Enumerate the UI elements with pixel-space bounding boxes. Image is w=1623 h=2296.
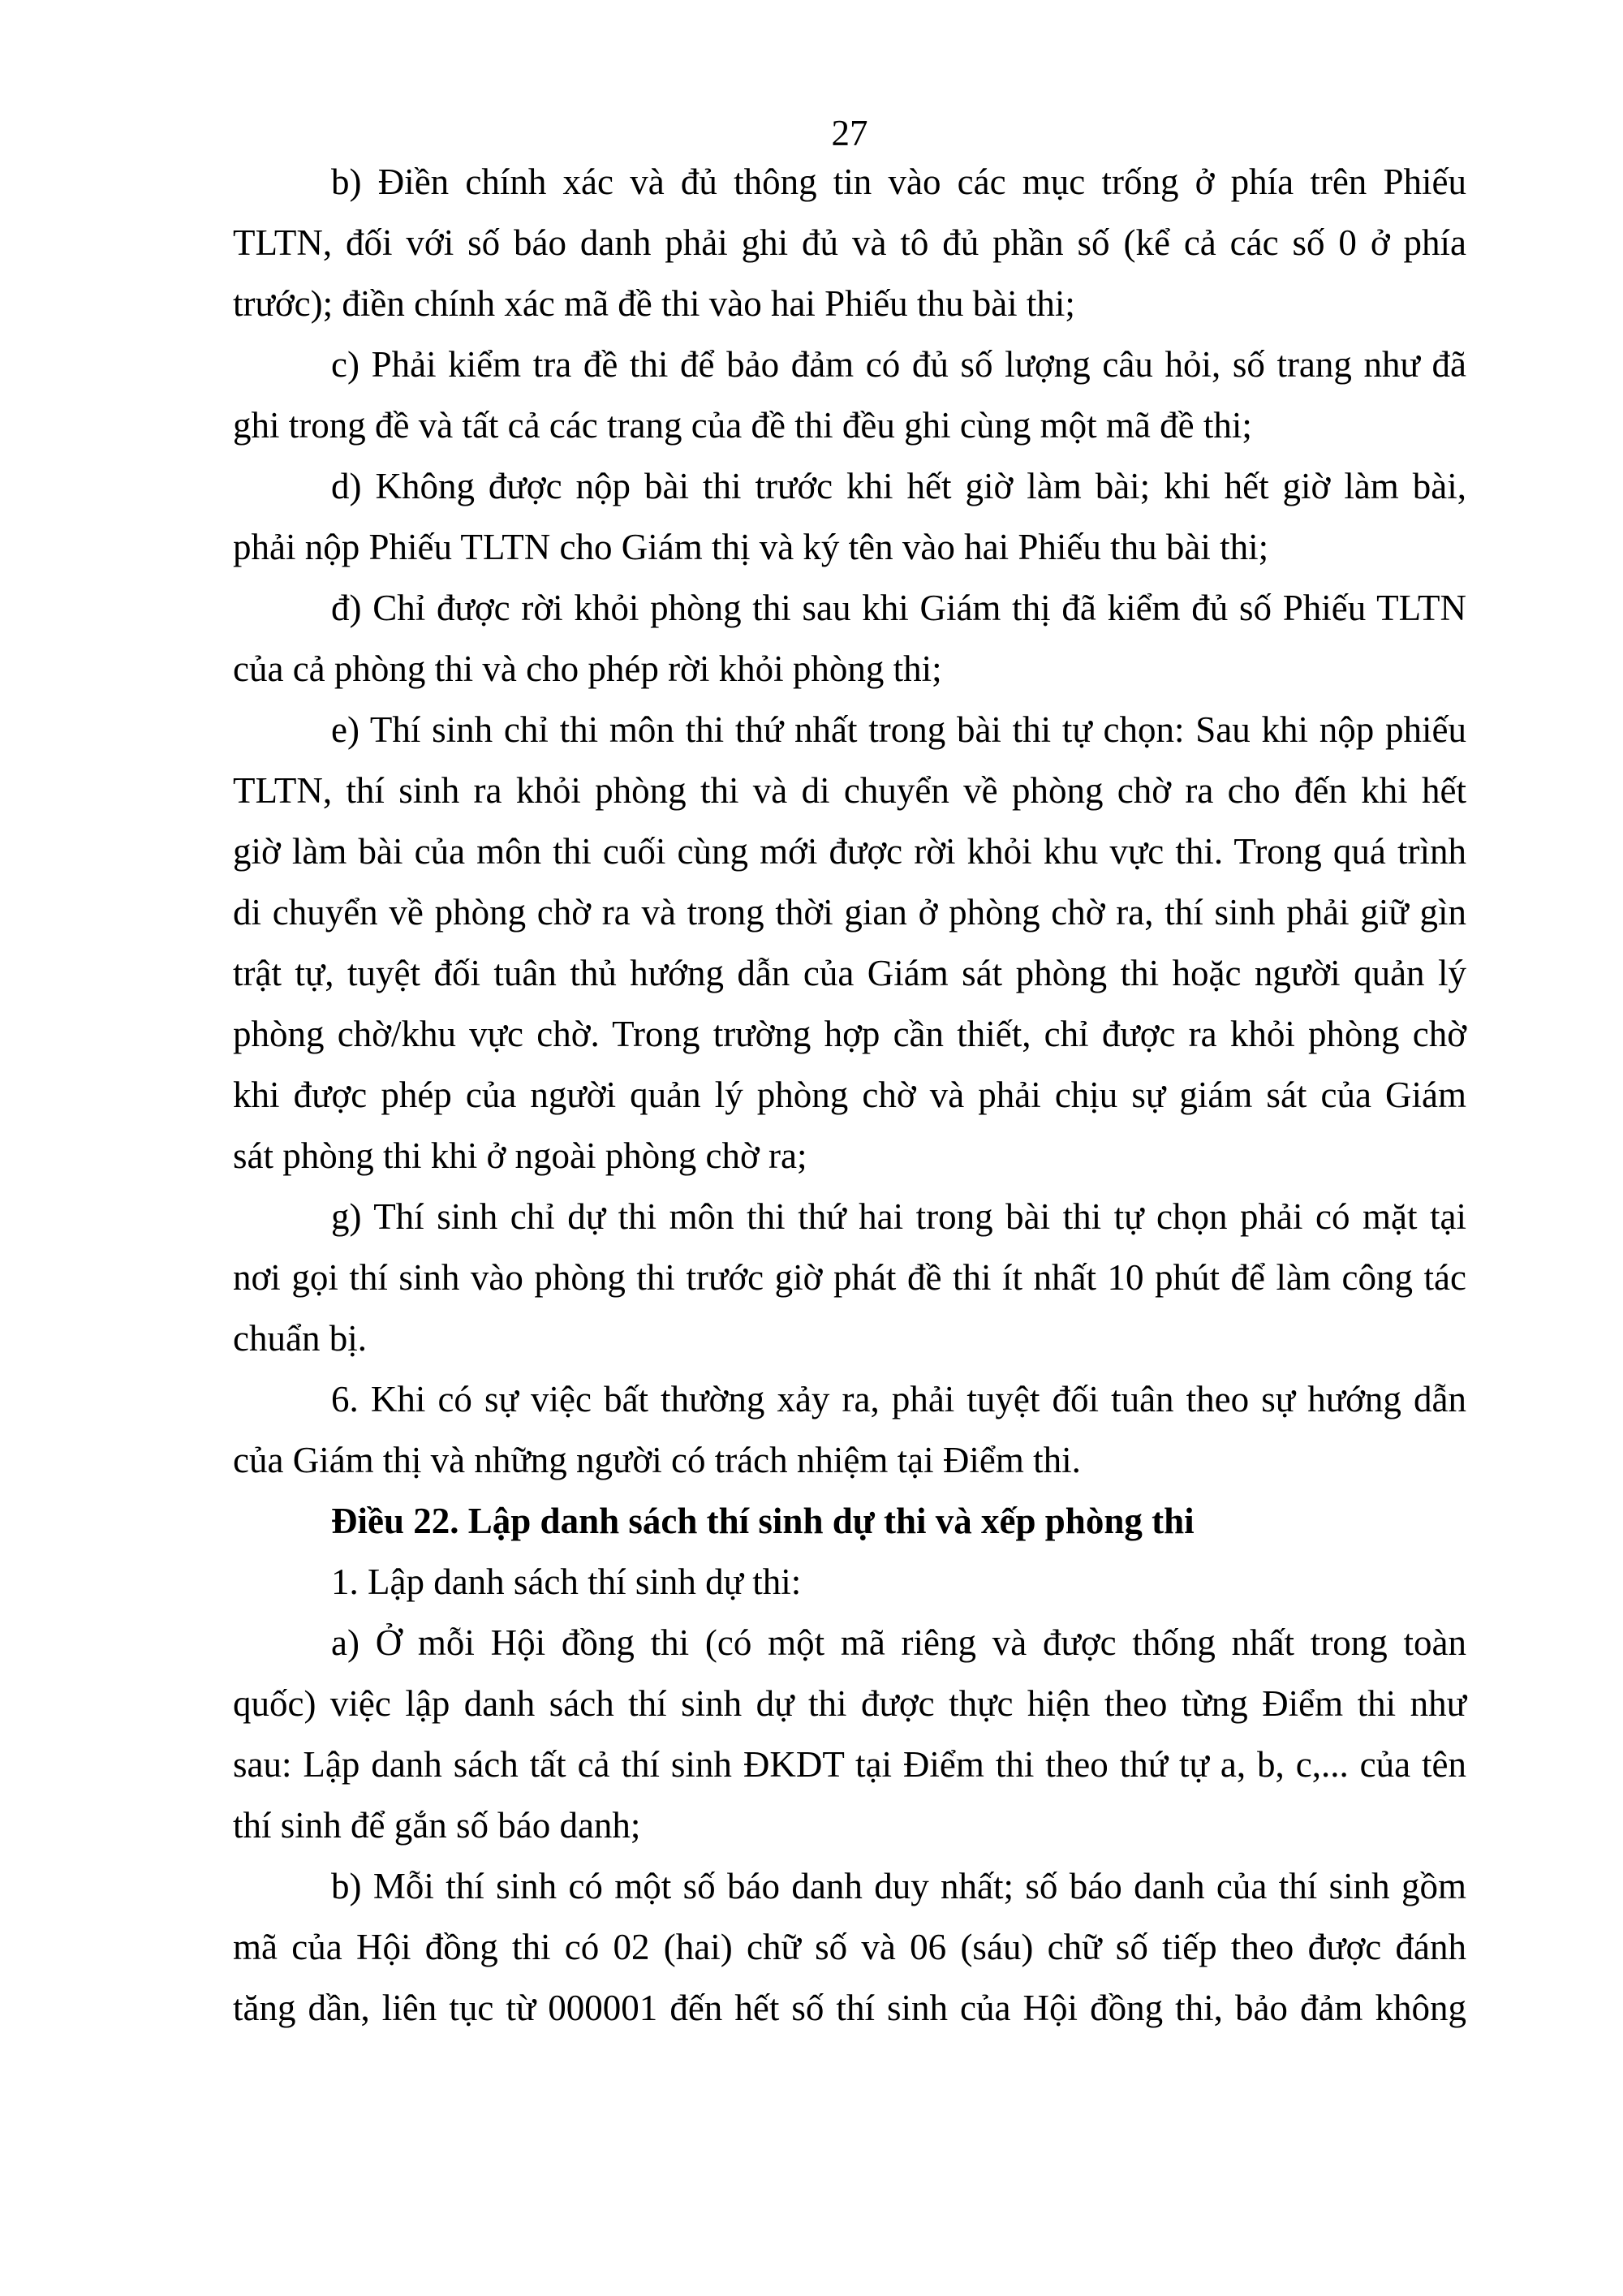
text-line: 6. Khi có sự việc bất thường xảy ra, phải tuyệt đối tuân theo sự hướng dẫn (331, 1379, 1466, 1419)
clause-e-first-subject (233, 700, 1466, 1187)
text-line: giờ làm bài của môn thi cuối cùng mới được rời khỏi khu vực thi. Trong quá trình (233, 831, 1466, 872)
text-line: TLTN, đối với số báo danh phải ghi đủ và tô đủ phần số (kể cả các số 0 ở phía (233, 222, 1466, 263)
text-line: phòng chờ/khu vực chờ. Trong trường hợp cần thiết, chỉ được ra khỏi phòng chờ (233, 1014, 1466, 1054)
text-line: ghi trong đề và tất cả các trang của đề thi đều ghi cùng một mã đề thi; (233, 405, 1252, 446)
clause-b-candidate-number (233, 1856, 1466, 2039)
page-number: 27 (831, 113, 868, 153)
text-line: c) Phải kiểm tra đề thi để bảo đảm có đủ số lượng câu hỏi, số trang như đã (331, 344, 1466, 385)
text-line: tăng dần, liên tục từ 000001 đến hết số thí sinh của Hội đồng thi, bảo đảm không (233, 1988, 1466, 2028)
text-line: b) Mỗi thí sinh có một số báo danh duy nhất; số báo danh của thí sinh gồm (331, 1866, 1466, 1906)
document-body (233, 152, 1466, 2039)
item-1-candidate-list (233, 1552, 1466, 1613)
text-line: g) Thí sinh chỉ dự thi môn thi thứ hai trong bài thi tự chọn phải có mặt tại (331, 1196, 1466, 1237)
clause-d-no-early-submit (233, 456, 1466, 578)
text-line: chuẩn bị. (233, 1318, 367, 1359)
text-line: quốc) việc lập danh sách thí sinh dự thi được thực hiện theo từng Điểm thi như (233, 1683, 1466, 1724)
text-line: phải nộp Phiếu TLTN cho Giám thị và ký tên vào hai Phiếu thu bài thi; (233, 527, 1269, 567)
clause-b-fill-info (233, 152, 1466, 334)
text-line: trật tự, tuyệt đối tuân thủ hướng dẫn của Giám sát phòng thi hoặc người quản lý (233, 953, 1466, 993)
clause-g-second-subject (233, 1187, 1466, 1369)
text-line: trước); điền chính xác mã đề thi vào hai Phiếu thu bài thi; (233, 283, 1075, 324)
clause-a-council-list (233, 1613, 1466, 1856)
text-line: đ) Chỉ được rời khỏi phòng thi sau khi Giám thị đã kiểm đủ số Phiếu TLTN (331, 588, 1466, 628)
item-6-unusual-events (233, 1369, 1466, 1491)
text-line: của Giám thị và những người có trách nhiệm tại Điểm thi. (233, 1440, 1081, 1480)
text-line: thí sinh để gắn số báo danh; (233, 1805, 641, 1846)
text-line: nơi gọi thí sinh vào phòng thi trước giờ phát đề thi ít nhất 10 phút để làm công tác (233, 1257, 1466, 1298)
text-line: e) Thí sinh chỉ thi môn thi thứ nhất trong bài thi tự chọn: Sau khi nộp phiếu (331, 709, 1466, 750)
clause-c-check-exam (233, 334, 1466, 456)
text-line: a) Ở mỗi Hội đồng thi (có một mã riêng và được thống nhất trong toàn (331, 1622, 1466, 1663)
text-line: của cả phòng thi và cho phép rời khỏi phòng thi; (233, 648, 942, 689)
text-line: khi được phép của người quản lý phòng chờ và phải chịu sự giám sát của Giám (233, 1075, 1466, 1115)
text-line: b) Điền chính xác và đủ thông tin vào các mục trống ở phía trên Phiếu (331, 162, 1466, 202)
text-line: mã của Hội đồng thi có 02 (hai) chữ số và 06 (sáu) chữ số tiếp theo được đánh (233, 1927, 1466, 1967)
clause-dd-leave-room (233, 578, 1466, 700)
text-line: d) Không được nộp bài thi trước khi hết giờ làm bài; khi hết giờ làm bài, (331, 466, 1466, 506)
text-line: TLTN, thí sinh ra khỏi phòng thi và di chuyển về phòng chờ ra cho đến khi hết (233, 770, 1466, 811)
article-22-heading (233, 1491, 1466, 1552)
text-line: di chuyển về phòng chờ ra và trong thời gian ở phòng chờ ra, thí sinh phải giữ gìn (233, 892, 1466, 933)
text-line: 1. Lập danh sách thí sinh dự thi: (331, 1562, 802, 1602)
text-line: Điều 22. Lập danh sách thí sinh dự thi và xếp phòng thi (331, 1501, 1195, 1541)
text-line: sát phòng thi khi ở ngoài phòng chờ ra; (233, 1135, 807, 1176)
text-line: sau: Lập danh sách tất cả thí sinh ĐKDT tại Điểm thi theo thứ tự a, b, c,... của tên (233, 1744, 1466, 1785)
